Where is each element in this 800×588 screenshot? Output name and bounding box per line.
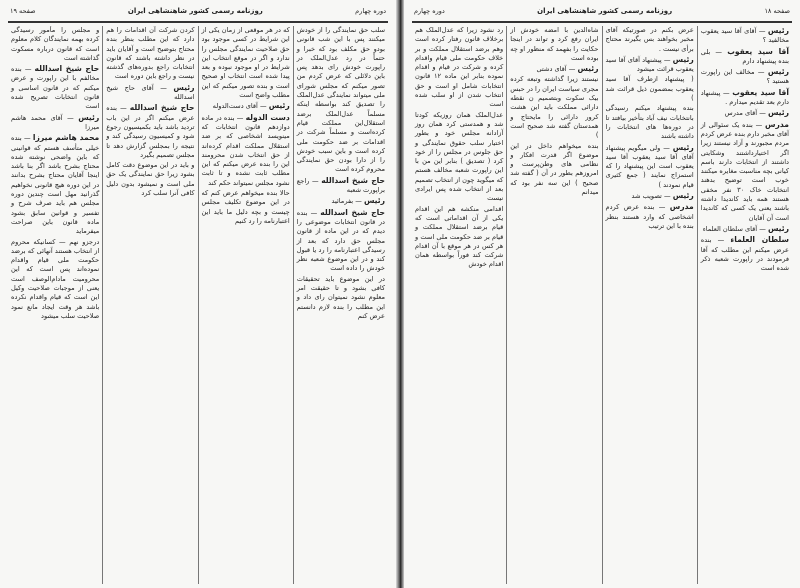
paragraph-text: عدل‌الملک همان روزیکه کودتا شد و همدستی کرد همان روز آزادانه مجلس خود و بطور اختیار سلب حقوق نمایندگی و حق جلوس در مجلس را از خود کرد ( تصدیق ) بنابر این من با این راپورت شعبه مخالف هستم که میگوید چون از انتخاب تصمیم بعد از انتخاب شده پس ایرادی نیست (415, 110, 504, 203)
paragraph (11, 113, 99, 133)
paragraph (202, 113, 290, 188)
paragraph (510, 142, 598, 198)
volume-label: دوره چهارم (414, 7, 445, 15)
paragraph-text: — پیشنهاد آقای آقا سید یعقوب قرائت میشود (605, 55, 694, 74)
paragraph-text: — آقای دست‌الدوله (212, 102, 267, 111)
paragraph-text: — آقای آقا سید یعقوب مخالفید ؟ (700, 27, 789, 45)
speaker-name: حاج شیخ اسدالله (321, 175, 385, 185)
paragraph-text: ( پیشنهاد ازطرف آقا سید یعقوب بمضمون ذیل قرائت شد ) (605, 75, 694, 103)
paragraph-text: عرض بکنم در صورتیکه آقای مخبر بخواهند بس بگیرند محتاج برأی نیست . (605, 26, 694, 53)
text-column (506, 26, 601, 584)
paragraph-text: حالا بنده میخواهم عرض کنم که در این موضوع تکلیف مجلس چیست و بچه دلیل ما باید این اعتبارنامه را رد کنیم (201, 189, 290, 225)
paragraph-text: — پیشنهاد دارم بعد تقدیم میدارم . (700, 88, 789, 107)
paragraph-text: — آقای حاج شیخ اسدالله (106, 83, 195, 102)
speaker-name: رئیس (672, 191, 694, 201)
page-header (414, 5, 790, 17)
paragraph (701, 26, 789, 46)
paragraph (297, 208, 385, 274)
paragraph-text: — بنده عرض میکنم اگر در این باب تردید باشد باید بکمیسیون رجوع شود و کمیسیون رسیدگی کند و نتیجه را بمجلس گزارش دهد تا مجلس تصمیم بگیرد (106, 104, 195, 159)
paragraph (606, 143, 694, 190)
paragraph-text: که در هر موقعی از زمان یکی از این شرایط در کسی موجود بود حق صلاحیت نمایندگی مجلس را ندارد و اگر در موقع انتخاب این شرایط در او موجود نبوده و بعد پیدا شده است انتخاب او صحیح است و بنده تصور میکنم که این مطلب واضح است (201, 26, 290, 100)
paragraph (606, 75, 694, 103)
speaker-name: رئیس (268, 101, 290, 111)
newspaper-title: روزنامه رسمی کشور شاهنشاهی ایران (537, 7, 673, 15)
header-rule (412, 21, 792, 23)
paragraph (11, 133, 99, 236)
speaker-name: رئیس (672, 54, 694, 64)
speaker-name: رئیس (173, 82, 195, 92)
speaker-name: رئیس (672, 142, 694, 152)
paragraph (202, 189, 290, 226)
paragraph (297, 275, 385, 321)
speaker-name: رئیس (767, 108, 789, 118)
paragraph (106, 103, 194, 160)
paragraph (701, 235, 789, 273)
paragraph (297, 196, 385, 206)
paragraph (701, 88, 789, 108)
volume-label: دوره چهارم (355, 7, 386, 15)
speaker-name: رئیس (767, 223, 789, 233)
text-column (102, 26, 197, 584)
text-column (8, 26, 102, 584)
speaker-name: مدرس (669, 202, 694, 212)
paragraph-text: درجزو نهم — کسانیکه محروم از انتخاب هستند آنهائی که برضد حکومت ملی قیام واقدام نموده‌اند پس است که این محرومیت مادام‌الوصف است یعنی از موجبات صلاحیت وکیل این است که قیام واقدام نکرده باشد هر وقت ایجاد مانع نمود صلاحیت سلب میشود (11, 237, 100, 320)
paragraph-text: — مخالف این راپورت هستید ؟ (700, 68, 789, 86)
text-columns (8, 26, 388, 584)
page-header (10, 5, 386, 17)
paragraph-text: — ولی میگویم پیشنهاد آقای آقا سید یعقوب آقا سید یعقوب است این پیشنهاد را که استمزاج نمایند ( جمع کثیری قیام نمودند ) (605, 143, 694, 189)
text-column (697, 26, 792, 584)
newspaper-page-right (404, 0, 800, 588)
paragraph (701, 224, 789, 234)
paragraph (701, 47, 789, 67)
paragraph-text: — آقای محمد هاشم میرزا (11, 113, 100, 131)
speaker-name: آقا سید یعقوب (727, 46, 789, 56)
paragraph (106, 83, 194, 103)
paragraph-text: — آقای سلطان العلماء (702, 224, 766, 233)
paragraph-text: — راجع براپورت شعبه (296, 176, 385, 195)
paragraph-text: — آقای دشتی (536, 65, 576, 74)
paragraph-text: — بنده عرض میکنم این مطلب که آقا فرمودند در راپورت شعبه ذکر شده است (700, 236, 789, 273)
paragraph-text: و باید در این موضوع دقت کامل بشود زیرا حق نمایندگی یک حق ملی است و نمیشود بدون دلیل کافی آنرا سلب کرد (106, 161, 195, 198)
paragraph-text: سلب حق نمایندگی را از خودش میکنند پس با این شب قانونی بودو حق مکلف بود که خبرا و حتماً در رد عدل‌الملک در راپورت خودش رای بدهد پس باین دلائلی که عرض کردم من تصور میکنم که مجلس شورای ملی میتواند نمایندگی عدل‌الملک را تصدیق کند بواسطه اینکه مسلماً عدل‌الملک برضد استقلال‌این مملکت قیام کرده‌است و مسلماً شرکت در اقدامات بر ضد حکومت ملی کرده است و باین سبب خودش را از دارا بودن حق نمایندگی محروم کرده است (296, 26, 385, 174)
paragraph (510, 26, 598, 63)
paragraph-text: اقدامی منکشه هم این اقدام یکی از آن اقداماتی است که قیام برضد استقلال مملکت و قیام بر ضد حکومت ملی است و هر کس در هر موقع با آن اقدام شرکت کند فوراً بواسطه همان اقدام خودش (415, 204, 504, 269)
paragraph (606, 104, 694, 141)
paragraph-text: — آقای مدرس (724, 109, 766, 118)
speaker-name: رئیس (577, 64, 599, 74)
paragraph (606, 202, 694, 231)
paragraph-text: — بنده در ماده دوازدهم قانون انتخابات که مینویسد اشخاصی که بر ضد استقلال مملکت اقدام کرده‌اند از حق انتخاب شدن محرومند این را بنده عرض میکنم که این مطلب ثابت نشده و تا ثابت نشود مجلس نمیتواند حکم کند (201, 113, 290, 187)
page-number: صفحه ۱۸ (764, 7, 790, 15)
paragraph-text: در این موضوع باید تحقیقات کافی بشود و تا حقیقت امر معلوم نشود نمیتوان رای داد و این مطلب را بنده لازم دانستم عرض کنم (296, 274, 385, 320)
text-columns (412, 26, 792, 584)
paragraph (297, 176, 385, 196)
speaker-name: رئیس (78, 112, 100, 122)
paragraph (606, 55, 694, 75)
speaker-name: حاج شیخ اسدالله (129, 103, 195, 113)
paragraph (701, 108, 789, 118)
paragraph-text: — بنده مخالفم با این راپورت و عرض میکنم که در قانون اساسی و قانون انتخابات تصریح شده است (11, 65, 100, 111)
paragraph-text: — بلی بنده پیشنهاد دارم (700, 47, 789, 65)
text-column (198, 26, 293, 584)
text-column (412, 26, 506, 584)
speaker-name: سلطان العلماء (730, 235, 789, 245)
paragraph-text: بنده پیشنهاد میکنم رسیدگی بانتخابات نیف آباد بتأخیر بیافتد تا در دوره‌ها های انتخابات را داشته باشند (605, 104, 694, 141)
speaker-name: رئیس (767, 26, 789, 35)
paragraph (606, 191, 694, 201)
paragraph (11, 64, 99, 111)
paragraph (701, 120, 789, 223)
paragraph (202, 101, 290, 111)
speaker-name: رئیس (363, 196, 385, 206)
paragraph (106, 26, 194, 82)
paragraph (11, 26, 99, 63)
paragraph (415, 111, 503, 204)
paragraph (510, 75, 598, 140)
paragraph (297, 26, 385, 175)
newspaper-page-left (0, 0, 396, 588)
speaker-name: رئیس (767, 67, 789, 77)
paragraph-text: کردن شرکت آن اقدامات را هم دارد که این مطلب بنظر بنده محتاج بتوضیح است و آقایان باید در نظر داشته باشند که قانون انتخابات راجع بدوره‌های گذشته نیست و راجع باین دوره است (106, 26, 195, 81)
paragraph-text: — بنده عرض کردم اشخاصی که وارد هستند بنظر بنده با این ترتیب (605, 203, 694, 230)
header-rule (8, 21, 388, 23)
paragraph (202, 26, 290, 100)
paragraph-text: بنده میخواهم داخل در این موضوع اگر قدرت افکار و نظامی های وطن‌پرست و امروزهم بطور در آن ( گفته شد صحیح ) این سه نفر بود که میدانم (510, 141, 599, 197)
paragraph-text: رد نشود زیرا که عدل‌الملک هم برخلاف قانون رفتار کرده است وهم برضد استقلال مملکت و بر خلاف حکومت ملی قیام واقدام کرده و شرکت در قیام و اقدام نموده بنابر این ماده ۱۲ قانون انتخابات شامل او است و حق انتخاب شدن از او سلب شده است (415, 26, 504, 109)
text-column (293, 26, 388, 584)
paragraph (106, 161, 194, 198)
paragraph-text: — بفرمائید (331, 197, 362, 206)
paragraph-text: نیستند زیرا گذاشته وتبعه کرده مجری سیاست ایران را در حبس بیک سکوت وبتصمیم ن نقطه دارائی مملکت باید این هشت کرور دارائی را مایحتاج و همدستان گفته شد صحیح است ) (510, 75, 599, 140)
speaker-name: آقا سید یعقوب (732, 87, 789, 97)
page-binding (396, 0, 404, 588)
paragraph (701, 67, 789, 87)
speaker-name: حاج شیخ اسدالله (34, 64, 100, 74)
paragraph (415, 26, 503, 110)
paragraph-text: — تصویب شد (631, 192, 671, 201)
paragraph (415, 205, 503, 270)
paragraph-text: و مجلس را مأمور رسیدگی کرده بهمه نمایندگان کلام معلوم است که قانون درباره مسکوت گذاشته است (11, 26, 100, 62)
paragraph (606, 26, 694, 54)
paragraph-text: — بنده در قانون انتخابات موضوعی را دیدم که در این ماده از قانون مجلس حق دارد که بعد از رسیدگی اعتبارنامه را رد یا قبول کند و در این موضوع شعبه نظر خودش را داده است (296, 208, 385, 273)
paragraph-text: — بنده یک سئوالی از آقای مخبر دارم بنده عرض کردم مردم مجبورند و آزاد نیستند زیرا اگر اختیارداشتند وشکایتی داشتند از انتخابات دارند باسم کیانی بچه مناسبت مغایره میکنند خوب است توضیح بدهند انتخابات خاک ۳۰ نفر مخفی هستند همه باید کاندیدا داشته باشند یعنی یک کسی که کاندیدا است آن آقایان (700, 120, 789, 222)
newspaper-title: روزنامه رسمی کشور شاهنشاهی ایران (127, 7, 263, 15)
speaker-name: دست الدوله (245, 112, 290, 122)
paragraph (510, 64, 598, 74)
text-column (602, 26, 697, 584)
speaker-name: محمد هاشم میرزا (32, 133, 100, 143)
speaker-name: مدرس (765, 119, 789, 129)
page-number: صفحه ۱۹ (10, 7, 36, 15)
speaker-name: حاج شیخ اسدالله (320, 207, 385, 217)
paragraph-text: شاه‌الدین با امضه خودش از ایران رفع کرد و تواند در اینجا حکایت را بفهمد که منظور او چه بوده است (510, 26, 599, 62)
paragraph-text: — بنده خیلی متأسف هستم که قوانینی که باین واضحی نوشته شده محتاج بشرح باشد اگر بنا باشد اینجا آقایان محتاج بشرح بدانند در این دوره هیچ قانونی نخواهیم گذرانید مهل است چندین دوره مجلس هم باید صرف شرح و تفسیر و قوانین سابق بشود ماده قانون باین صراحت میفرماید (11, 134, 100, 236)
paragraph (11, 238, 99, 322)
